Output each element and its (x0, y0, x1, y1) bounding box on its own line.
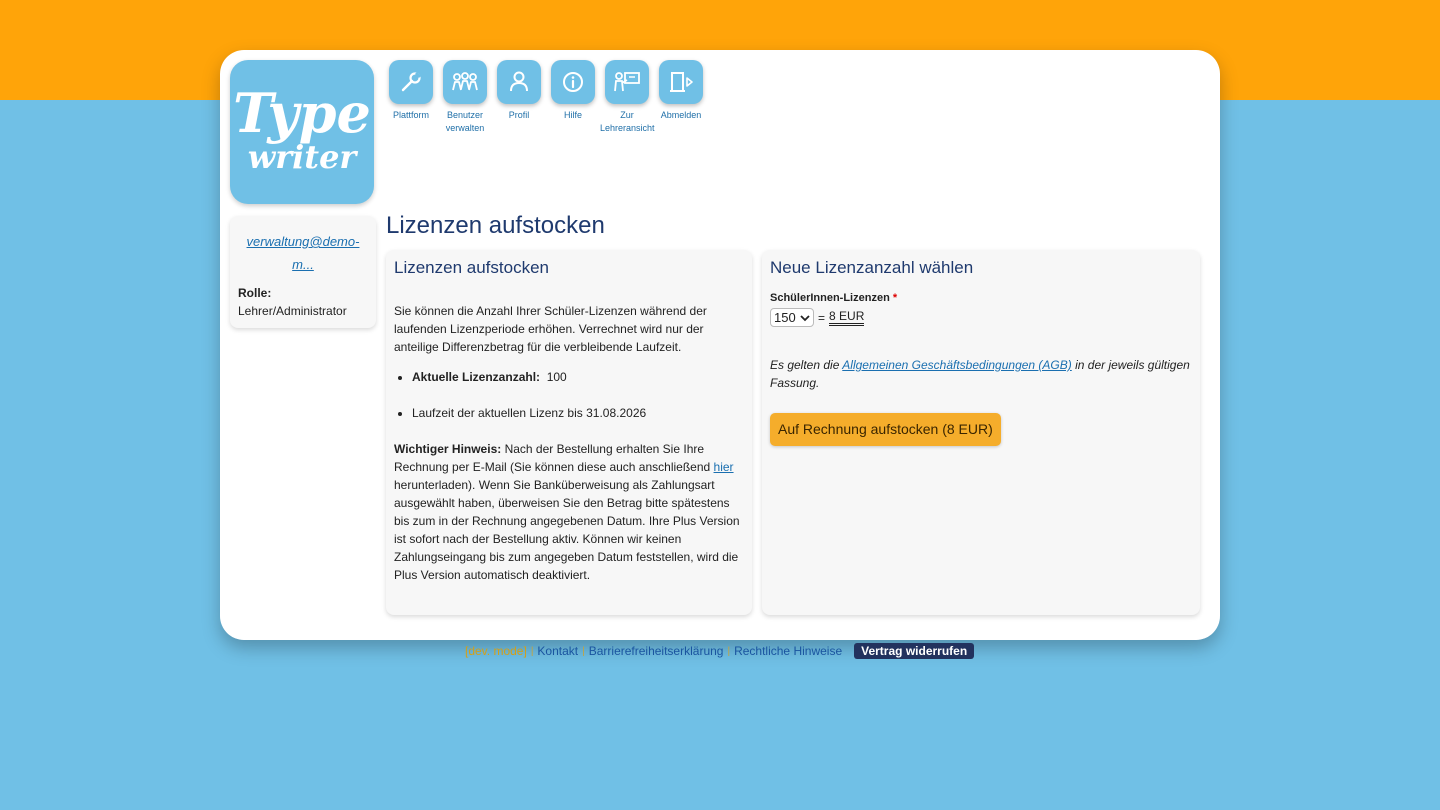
agb-notice (770, 356, 1192, 392)
role-label: Rolle: (238, 286, 272, 300)
agb-text-part1: Es gelten die (770, 358, 843, 372)
user-sidebar (230, 216, 376, 328)
nav-button-benutzer[interactable] (443, 60, 487, 104)
nav-item-lehreransicht[interactable] (600, 60, 654, 135)
nav-label-hilfe: Hilfe (563, 110, 582, 120)
nav-label-benutzer: Benutzer verwalten (445, 110, 485, 133)
order-panel-title: Neue Lizenzanzahl wählen (770, 258, 974, 277)
current-license-value: 100 (546, 370, 567, 384)
nav-button-lehreransicht[interactable] (605, 60, 649, 104)
license-info-list (386, 368, 752, 422)
nav-label-lehreransicht: Zur Lehreransicht (600, 110, 655, 133)
agb-link[interactable]: Allgemeinen Geschäftsbedingungen (AGB) (842, 358, 1072, 372)
nav-button-abmelden[interactable] (659, 60, 703, 104)
hint-text-part2: herunterladen). Wenn Sie Banküberweisung als Zahlungsart ausgewählt haben, überweisen Sie den Betrag bitte spätestens bis zum in der Rechnung angegebenen Datum. Ihre Plus Version ist sofort nach der Bestellung aktiv. Können wir keinen Zahlungseingang bis zum angegeben Datum feststellen, wird die Plus Version automatisch deaktiviert. (394, 478, 740, 582)
main-card (220, 50, 1220, 640)
license-count-select[interactable] (770, 308, 814, 327)
footer-separator: | (530, 645, 534, 657)
hint-label: Wichtiger Hinweis: (394, 442, 502, 456)
nav-button-hilfe[interactable] (551, 60, 595, 104)
logo-line1: Type (233, 81, 371, 145)
important-hint (394, 440, 744, 584)
logo-line2: writer (247, 138, 357, 176)
footer-link-kontakt[interactable]: Kontakt (537, 644, 579, 658)
page-title: Lizenzen aufstocken (386, 212, 605, 239)
license-runtime: • Laufzeit der aktuellen Lizenz bis 31.08.2026 (412, 404, 752, 422)
profile-icon (506, 69, 532, 95)
role-value: Lehrer/Administrator (238, 304, 347, 318)
current-license-label: Aktuelle Lizenzanzahl: (412, 370, 541, 384)
footer-link-rechtliche-hinweise[interactable]: Rechtliche Hinweise (734, 644, 843, 658)
nav-button-profil[interactable] (497, 60, 541, 104)
price-value: 8 EUR (829, 310, 864, 326)
info-panel-title: Lizenzen aufstocken (394, 258, 549, 277)
nav-item-benutzer[interactable] (438, 60, 492, 135)
order-on-invoice-button[interactable]: Auf Rechnung aufstocken (8 EUR) (770, 413, 1001, 446)
info-icon (560, 69, 586, 95)
footer-separator: | (727, 645, 731, 657)
nav-label-abmelden: Abmelden (660, 110, 702, 120)
logout-icon (667, 69, 695, 95)
nav-label-plattform: Plattform (392, 110, 429, 120)
typewriter-logo[interactable] (230, 60, 374, 204)
equals-sign: = (818, 310, 826, 325)
wrench-icon (398, 69, 424, 95)
nav-item-abmelden[interactable] (654, 60, 708, 122)
logo-graphic (230, 60, 374, 204)
chevron-down-icon (800, 314, 810, 322)
license-count-value: 150 (774, 310, 796, 325)
required-mark: * (892, 292, 898, 304)
current-license-count (412, 368, 752, 386)
nav-label-profil: Profil (508, 110, 530, 120)
revoke-contract-button[interactable]: Vertrag widerrufen (854, 643, 974, 659)
info-panel (386, 250, 752, 615)
footer-link-barrierefreiheit[interactable]: Barrierefreiheitserklärung (588, 644, 724, 658)
nav-button-plattform[interactable] (389, 60, 433, 104)
nav-item-hilfe[interactable] (546, 60, 600, 122)
license-select-row (770, 308, 1192, 327)
license-field-label-text: SchülerInnen-Lizenzen (770, 292, 890, 304)
order-panel (762, 250, 1200, 615)
user-email-link[interactable] (246, 230, 360, 276)
footer-separator: | (582, 645, 585, 657)
agb-text-part2: in der jeweils gültigen Fassung. (770, 358, 1190, 390)
nav-item-profil[interactable] (492, 60, 546, 122)
teacher-view-icon (612, 69, 642, 95)
dev-mode-label: [dev. mode] (465, 644, 527, 658)
intro-text: Sie können die Anzahl Ihrer Schüler-Lizenzen während der laufenden Lizenzperiode erhöhen. Verrechnet wird nur der anteilige Differenzbetrag für die verbleibende Laufzeit. (394, 304, 707, 354)
footer (465, 643, 974, 659)
user-email-line1: verwaltung@demo- (246, 234, 360, 249)
nav-item-plattform[interactable] (384, 60, 438, 122)
hint-text-part1: Nach der Bestellung erhalten Sie Ihre Rechnung per E-Mail (Sie können diese auch anschließend (394, 442, 714, 474)
user-email-line2: m... (292, 257, 314, 272)
license-field-label (770, 292, 1192, 304)
users-icon (450, 69, 480, 95)
invoice-download-link[interactable]: hier (713, 460, 734, 474)
